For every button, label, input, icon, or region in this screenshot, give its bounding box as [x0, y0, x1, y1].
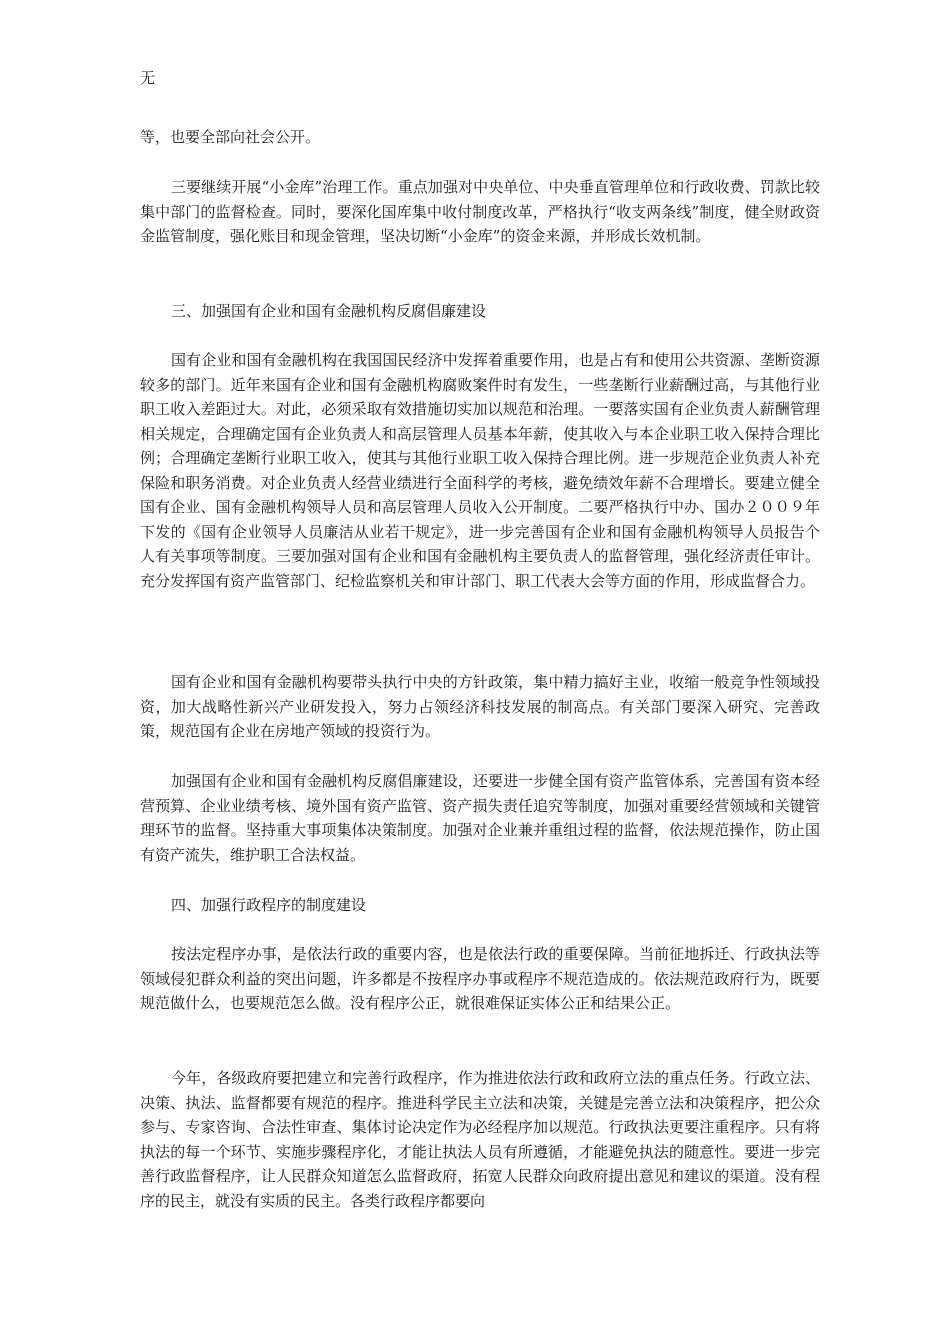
paragraph-continuation: 等，也要全部向社会公开。	[140, 128, 321, 146]
section-heading: 四、加强行政程序的制度建设	[171, 896, 367, 914]
paragraph: 按法定程序办事，是依法行政的重要内容，也是依法行政的重要保障。当前征地拆迁、行政执法等领域侵犯群众利益的突出问题，许多都是不按程序办事或程序不规范造成的。依法规范政府行为，既要规范做什么，也要规范怎么做。没有程序公正，就很难保证实体公正和结果公正。	[140, 945, 820, 1012]
section-heading: 三、加强国有企业和国有金融机构反腐倡廉建设	[171, 302, 487, 320]
paragraph: 加强国有企业和国有金融机构反腐倡廉建设，还要进一步健全国有资产监管体系，完善国有资本经营预算、企业业绩考核、境外国有资产监管、资产损失责任追究等制度，加强对重要经营领域和关键管理环节的监督。坚持重大事项集体决策制度。加强对企业兼并重组过程的监督，依法规范操作，防止国有资产流失，维护职工合法权益。	[140, 772, 820, 864]
page-header-text: 无	[140, 69, 156, 87]
paragraph: 三要继续开展“小金库”治理工作。重点加强对中央单位、中央垂直管理单位和行政收费、罚款比较集中部门的监督检查。同时，要深化国库集中收付制度改革，严格执行“收支两条线”制度，健全财政资金监管制度，强化账目和现金管理，坚决切断“小金库”的资金来源，并形成长效机制。	[140, 178, 820, 245]
paragraph: 国有企业和国有金融机构要带头执行中央的方针政策，集中精力搞好主业，收缩一般竞争性领域投资，加大战略性新兴产业研发投入，努力占领经济科技发展的制高点。有关部门要深入研究、完善政策，规范国有企业在房地产领域的投资行为。	[140, 673, 820, 740]
paragraph: 今年，各级政府要把建立和完善行政程序，作为推进依法行政和政府立法的重点任务。行政立法、决策、执法、监督都要有规范的程序。推进科学民主立法和决策，关键是完善立法和决策程序，把公众参与、专家咨询、合法性审查、集体讨论决定作为必经程序加以规范。行政执法更要注重程序。只有将执法的每一个环节、实施步骤程序化，才能让执法人员有所遵循，才能避免执法的随意性。要进一步完善行政监督程序，让人民群众知道怎么监督政府，拓宽人民群众向政府提出意见和建议的渠道。没有程序的民主，就没有实质的民主。各类行政程序都要向	[140, 1069, 820, 1210]
paragraph: 国有企业和国有金融机构在我国国民经济中发挥着重要作用，也是占有和使用公共资源、垄断资源较多的部门。近年来国有企业和国有金融机构腐败案件时有发生，一些垄断行业薪酬过高，与其他行业职工收入差距过大。对此，必须采取有效措施切实加以规范和治理。一要落实国有企业负责人薪酬管理相关规定，合理确定国有企业负责人和高层管理人员基本年薪，使其收入与本企业职工收入保持合理比例；合理确定垄断行业职工收入，使其与其他行业职工收入保持合理比例。进一步规范企业负责人补充保险和职务消费。对企业负责人经营业绩进行全面科学的考核，避免绩效年薪不合理增长。要建立健全国有企业、国有金融机构领导人员和高层管理人员收入公开制度。二要严格执行中办、国办２００９年下发的《国有企业领导人员廉洁从业若干规定》，进一步完善国有企业和国有金融机构领导人员报告个人有关事项等制度。三要加强对国有企业和国有金融机构主要负责人的监督管理，强化经济责任审计。充分发挥国有资产监管部门、纪检监察机关和审计部门、职工代表大会等方面的作用，形成监督合力。	[140, 351, 820, 590]
